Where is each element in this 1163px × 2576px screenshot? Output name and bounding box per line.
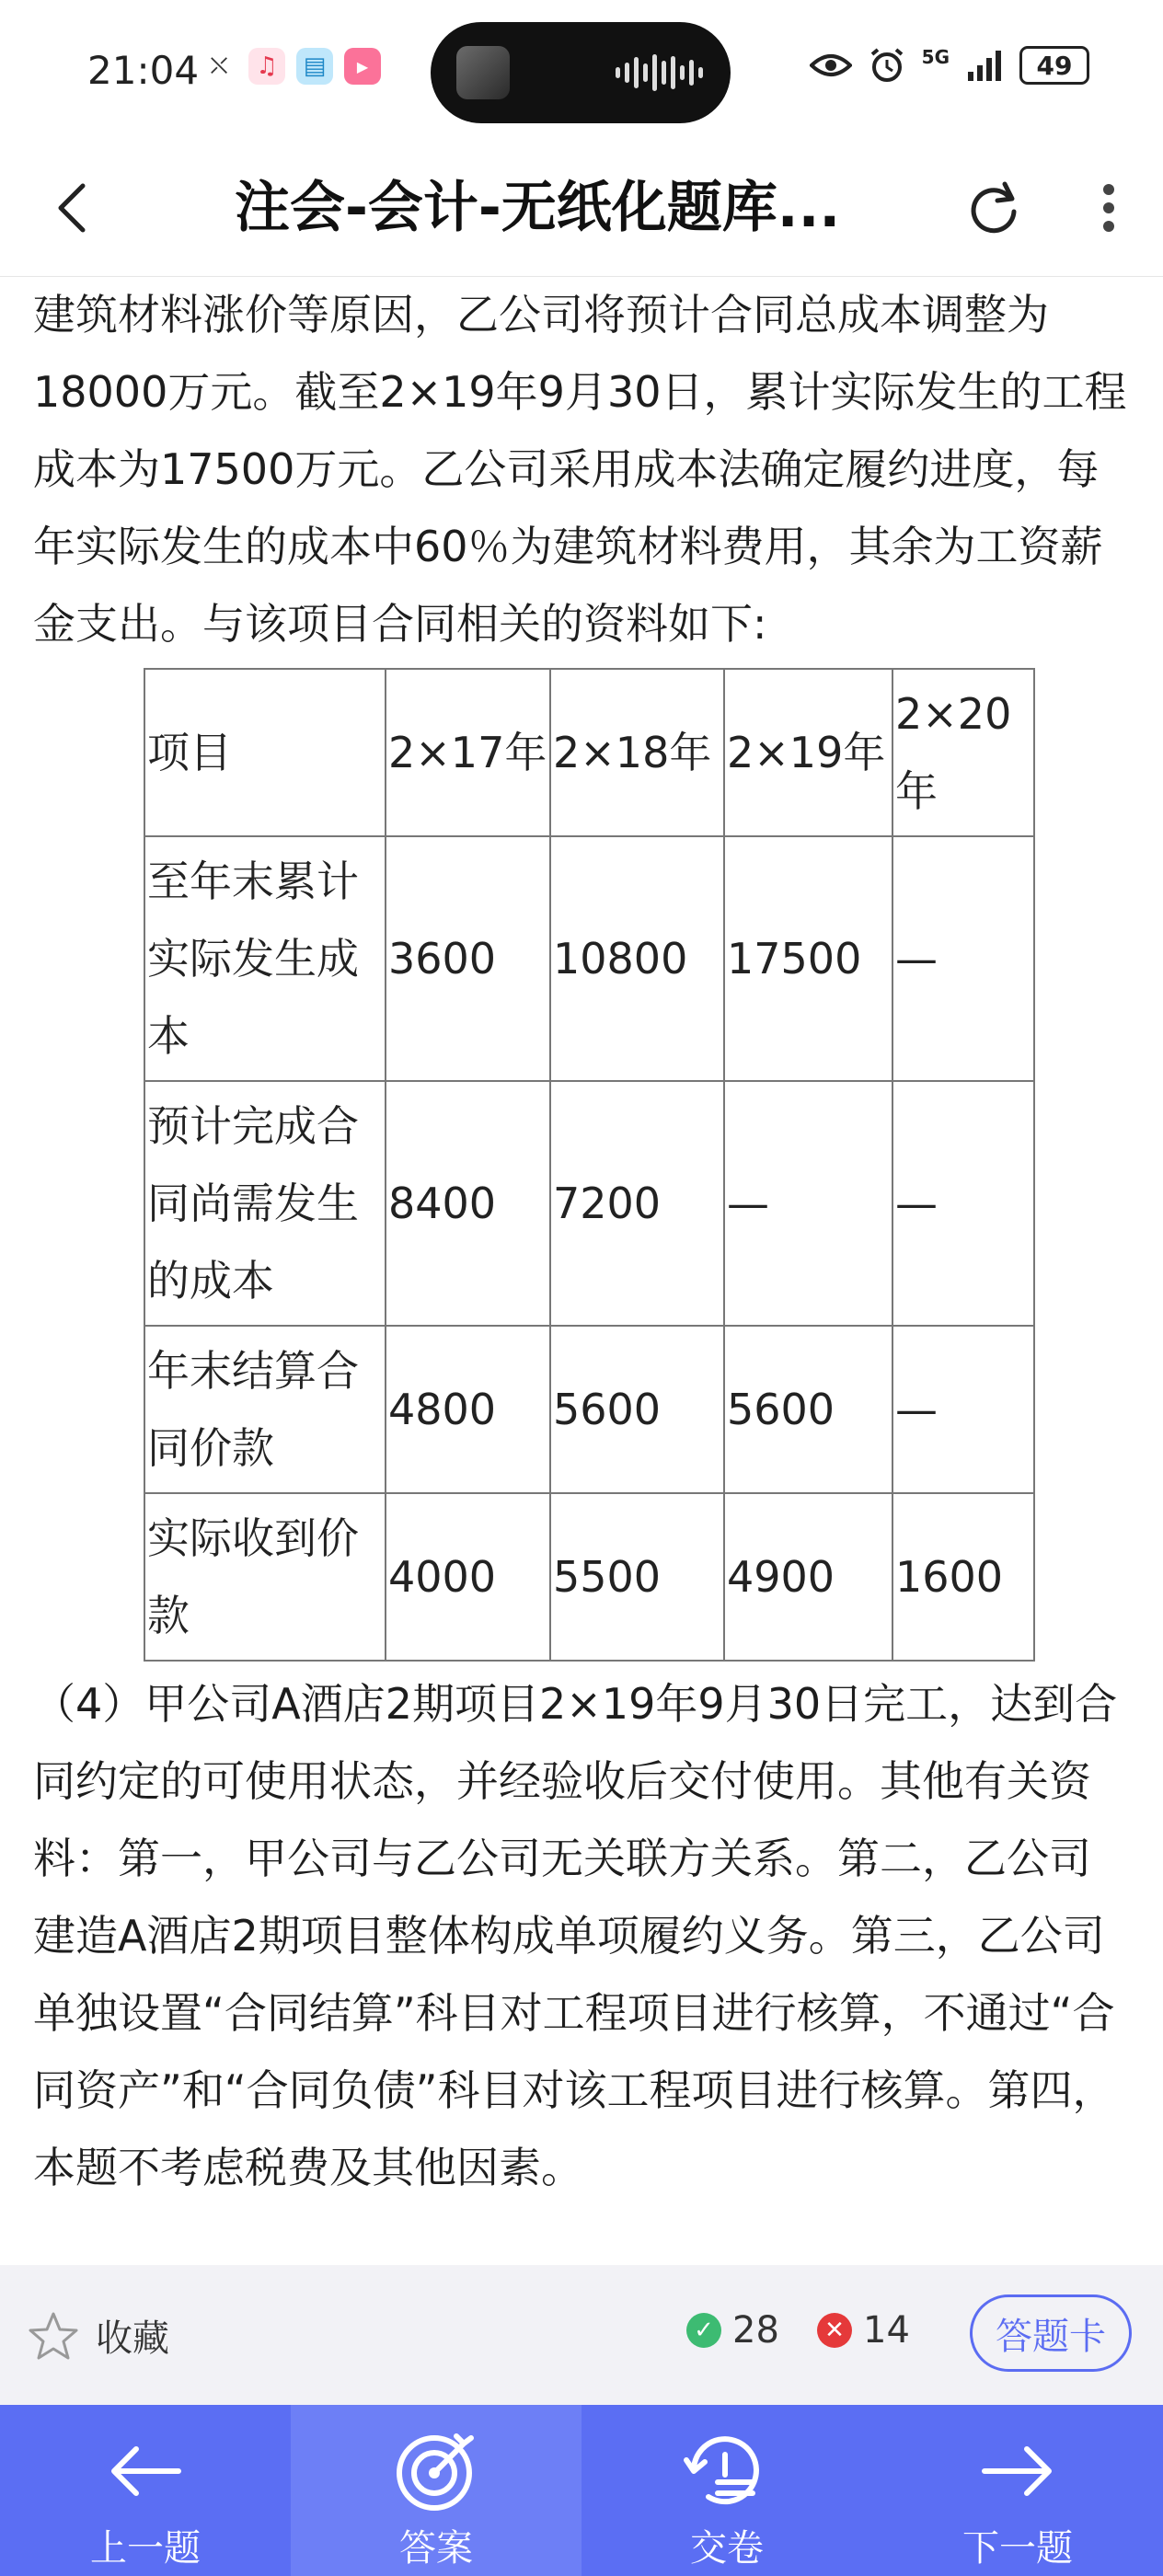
table-cell: 实际收到价款 <box>144 1493 386 1661</box>
question-content[interactable] <box>33 276 1130 2265</box>
table-header-cell: 2×20年 <box>892 669 1034 836</box>
table-cell: 8400 <box>386 1081 550 1326</box>
table-cell: 5600 <box>550 1326 724 1493</box>
submit-button[interactable] <box>582 2405 872 2576</box>
wrong-count: 14 <box>863 2309 910 2352</box>
table-cell: 5500 <box>550 1493 724 1661</box>
table-cell: 17500 <box>724 836 892 1081</box>
table-row <box>144 1081 1034 1326</box>
table-cell: — <box>892 1326 1034 1493</box>
more-options-icon[interactable] <box>1086 171 1132 245</box>
target-icon <box>390 2427 482 2515</box>
answer-button[interactable] <box>291 2405 582 2576</box>
answer-card-button[interactable]: 答题卡 <box>970 2294 1132 2372</box>
alarm-icon <box>869 47 905 84</box>
submit-paper-icon <box>681 2427 773 2515</box>
wrong-stat <box>817 2309 910 2352</box>
app-header <box>0 138 1163 277</box>
correct-count: 28 <box>732 2309 779 2352</box>
cross-icon: ✕ <box>817 2313 852 2348</box>
table-cell: 1600 <box>892 1493 1034 1661</box>
dynamic-island[interactable] <box>431 22 731 123</box>
table-cell: 4900 <box>724 1493 892 1661</box>
submit-label: 交卷 <box>690 2527 764 2570</box>
table-row <box>144 1493 1034 1661</box>
table-row <box>144 1326 1034 1493</box>
arrow-left-icon <box>99 2427 191 2515</box>
table-cell: 5600 <box>724 1326 892 1493</box>
check-icon: ✓ <box>686 2313 721 2348</box>
star-icon <box>28 2311 79 2361</box>
table-cell: 年末结算合同价款 <box>144 1326 386 1493</box>
network-type: 5G <box>921 46 950 68</box>
music-app-icon: ♫ <box>248 48 285 85</box>
table-header-cell: 项目 <box>144 669 386 836</box>
signal-icon <box>966 50 1003 81</box>
table-header-cell: 2×17年 <box>386 669 550 836</box>
table-header-cell: 2×18年 <box>550 669 724 836</box>
table-cell: 4000 <box>386 1493 550 1661</box>
table-cell: — <box>892 836 1034 1081</box>
table-cell: 4800 <box>386 1326 550 1493</box>
table-row <box>144 836 1034 1081</box>
question-text-top: 建筑材料涨价等原因，乙公司将预计合同总成本调整为18000万元。截至2×19年9月30日，累计实际发生的工程成本为17500万元。乙公司采用成本法确定履约进度，每年实际发生的成本中60％为建筑材料费用，其余为工资薪金支出。与该项目合同相关的资料如下: <box>33 290 1127 649</box>
favorite-label: 收藏 <box>96 2317 169 2360</box>
system-status-icons <box>810 46 1089 85</box>
table-cell: 3600 <box>386 836 550 1081</box>
audio-wave-icon <box>616 53 703 92</box>
table-cell: — <box>892 1081 1034 1326</box>
table-cell: 10800 <box>550 836 724 1081</box>
table-cell: 7200 <box>550 1081 724 1326</box>
bilibili-app-icon: ▶ <box>344 48 381 85</box>
back-arrow-icon[interactable] <box>37 171 110 245</box>
battery-icon <box>1019 46 1089 85</box>
notification-icons <box>201 48 381 85</box>
bottom-nav <box>0 2405 1163 2576</box>
favorite-button[interactable] <box>28 2309 169 2362</box>
eye-icon <box>810 52 852 79</box>
refresh-icon[interactable] <box>957 171 1031 245</box>
table-cell: 至年末累计实际发生成本 <box>144 836 386 1081</box>
next-question-label: 下一题 <box>962 2527 1073 2570</box>
table-cell: 预计完成合同尚需发生的成本 <box>144 1081 386 1326</box>
status-time: 21:04 <box>87 48 200 93</box>
reader-app-icon: ▤ <box>296 48 333 85</box>
media-thumbnail <box>456 46 510 99</box>
table-header-row <box>144 669 1034 836</box>
page-title: 注会-会计-无纸化题库... <box>235 176 841 240</box>
table-cell: — <box>724 1081 892 1326</box>
prev-question-button[interactable] <box>0 2405 291 2576</box>
data-table <box>144 668 1035 1662</box>
next-question-button[interactable] <box>872 2405 1163 2576</box>
battery-level: 49 <box>1036 50 1073 81</box>
table-header-cell: 2×19年 <box>724 669 892 836</box>
question-text-bottom: （4）甲公司A酒店2期项目2×19年9月30日完工，达到合同约定的可使用状态，并经验收后交付使用。其他有关资料：第一，甲公司与乙公司无关联方关系。第二，乙公司建造A酒店2期项目整体构成单项履约义务。第三，乙公司单独设置“合同结算”科目对工程项目进行核算，不通过“合同资产”和“合同负债”科目对该工程项目进行核算。第四，本题不考虑税费及其他因素。 <box>33 1679 1118 2192</box>
prev-question-label: 上一题 <box>90 2527 201 2570</box>
mute-notification-icon: ⛌ <box>210 52 228 80</box>
answer-label: 答案 <box>399 2527 473 2570</box>
question-action-bar <box>0 2265 1163 2405</box>
arrow-right-icon <box>972 2427 1064 2515</box>
status-bar <box>0 0 1163 138</box>
correct-stat <box>686 2309 779 2352</box>
